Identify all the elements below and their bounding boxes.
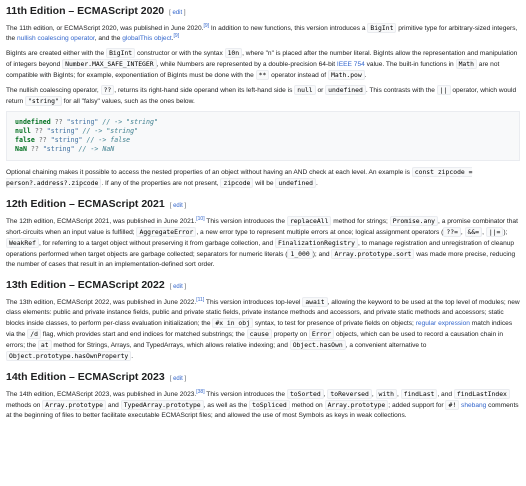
edit-section-link[interactable]: [ edit ]	[169, 376, 187, 382]
regular-expression-link[interactable]: regular expression	[415, 320, 470, 327]
inline-code: undefined	[325, 85, 366, 95]
section-heading-es2023	[6, 366, 520, 389]
inline-code: /d	[27, 329, 41, 339]
paragraph: The 12th edition, ECMAScript 2021, was published in June 2021.[10] This version introduces the replaceAll method for strings; Promise.any , a promise combinator that short-circuits when an input value is fulfilled; AggregateError , a new error type to represent multiple errors at once; logical assignment operators ( ??= , &&= , ||= ); WeakRef , for referring to a target object without preserving it from garbage collection, and FinalizationRegistry , to manage registration and unregistration of cleanup operations performed when target objects are garbage collected; separators for numeric literals ( 1_000 ); and Array.prototype.sort was made more precise, reducing the number of cases that result in an implementation-defined sort order.	[6, 215, 518, 268]
inline-code: await	[302, 297, 327, 307]
inline-code: findLastIndex	[454, 389, 510, 399]
inline-code: #!	[445, 400, 459, 410]
inline-code: cause	[247, 329, 272, 339]
paragraph: The nullish coalescing operator, ?? , returns its right-hand side operand when its left-hand side is null or undefined . This contrasts with the || operator, which would return "string" for all "falsy" values, such as the ones below.	[6, 86, 517, 105]
inline-code: null	[294, 85, 315, 95]
inline-code: undefined	[275, 178, 316, 188]
inline-code: toSorted	[287, 389, 324, 399]
section-title: 13th Edition – ECMAScript 2022	[6, 279, 165, 291]
inline-code: &&=	[465, 227, 483, 237]
inline-code: replaceAll	[287, 216, 331, 226]
nullish-coalescing-link[interactable]: nullish coalescing operator	[17, 35, 95, 42]
inline-code: "string"	[25, 96, 62, 106]
edit-section-link[interactable]: [ edit ]	[169, 10, 186, 16]
edit-link[interactable]: edit	[173, 376, 183, 382]
inline-code: Math	[456, 59, 477, 69]
code-line: null ?? "string" // -> "string"	[15, 127, 139, 135]
citation-ref[interactable]: [10]	[196, 215, 205, 222]
inline-code: #x in obj	[212, 318, 253, 328]
inline-code: ||	[437, 85, 451, 95]
paragraph: BigInts are created either with the BigInt constructor or with the syntax 10n , where "n" is placed after the number literal. BigInts allow the representation and manipulation of integers beyond Number.MAX_SAFE_INTEGER , while Numbers are represented by a double-precision 64-bit IEEE 754 value. The built-in functions in Math are not compatible with BigInts; for example, exponentiation of BigInts must be done with the ** operator instead of Math.pow .	[6, 49, 518, 79]
citation-ref[interactable]: [11]	[196, 296, 205, 303]
citation-ref[interactable]: [9]	[173, 32, 180, 39]
inline-code: ??	[101, 85, 115, 95]
inline-code: ||=	[486, 227, 504, 237]
inline-code: Array.prototype	[42, 400, 106, 410]
inline-code: 10n	[225, 48, 243, 58]
edit-link[interactable]: edit	[173, 284, 183, 290]
inline-code: findLast	[401, 389, 438, 399]
inline-code: Error	[309, 329, 334, 339]
edit-link[interactable]: edit	[172, 10, 183, 16]
inline-code: TypedArray.prototype	[121, 400, 204, 410]
edit-section-link[interactable]: [ edit ]	[169, 284, 187, 290]
inline-code: zipcode	[220, 178, 253, 188]
inline-code: Array.prototype.sort	[331, 249, 414, 259]
inline-code: with	[376, 389, 397, 399]
citation-ref[interactable]: [9]	[203, 22, 210, 29]
code-line: NaN ?? "string" // -> NaN	[15, 145, 115, 153]
inline-code: Object.prototype.hasOwnProperty	[6, 351, 131, 361]
paragraph: The 11th edition, or ECMAScript 2020, was published in June 2020.[9] In addition to new functions, this version introduces a BigInt primitive type for arbitrary-sized integers, the nullish coalescing operator, and the globalThis object.[9]	[6, 22, 518, 42]
section-heading-es2021	[6, 193, 520, 216]
inline-code: Object.hasOwn	[290, 340, 346, 350]
section-title: 14th Edition – ECMAScript 2023	[6, 371, 165, 383]
paragraph: The 14th edition, ECMAScript 2023, was published in June 2023.[38] This version introduces the toSorted , toReversed , with , findLast , and findLastIndex methods on Array.prototype and TypedArray.prototype , as well as the toSpliced method on Array.prototype ; added support for #! shebang comments at the beginning of files to better facilitate executable ECMAScript files; and allowed the use of most Symbols as keys in weak collections.	[6, 388, 519, 419]
inline-code: FinalizationRegistry	[275, 238, 358, 248]
globalthis-link[interactable]: globalThis object	[122, 35, 172, 42]
paragraph: The 13th edition, ECMAScript 2022, was published in June 2022.[11] This version introduces top-level await , allowing the keyword to be used at the top level of modules; new class elements: public and private instance fields, public and private static fields, private instance methods and accessors, and private static methods and accessors; static blocks inside classes, to perform per-class evaluation initialization; the #x in obj syntax, to test for presence of private fields on objects; regular expression match indices via the /d flag, which provides start and end indices for matched substrings; the cause property on Error objects, which can be used to record a causation chain in errors; the at method for Strings, Arrays, and TypedArrays, which allows relative indexing; and Object.hasOwn , a convenient alternative to Object.prototype.hasOwnProperty .	[6, 296, 520, 360]
inline-code: toSpliced	[249, 400, 290, 410]
section-title: 12th Edition – ECMAScript 2021	[6, 198, 165, 210]
inline-code: ??=	[443, 227, 461, 237]
section-heading-es2020	[6, 0, 520, 23]
inline-code: WeakRef	[6, 238, 39, 248]
edit-link[interactable]: edit	[173, 203, 183, 209]
inline-code: AggregateError	[136, 227, 196, 237]
inline-code: BigInt	[106, 48, 135, 58]
code-block	[6, 111, 520, 161]
code-line: false ?? "string" // -> false	[15, 136, 131, 144]
paragraph: Optional chaining makes it possible to access the nested properties of an object without having an AND check at each level. An example is const zipcode = person?.address?.zipcode . If any of the properties are not present, zipcode will be undefined .	[6, 168, 473, 187]
code-line: undefined ?? "string" // -> "string"	[15, 118, 158, 126]
citation-ref[interactable]: [38]	[196, 388, 205, 395]
section-heading-es2022	[6, 274, 520, 297]
inline-code: Promise.any	[390, 216, 438, 226]
shebang-link[interactable]: shebang	[461, 402, 487, 409]
inline-code: Math.pow	[328, 70, 365, 80]
inline-code: const zipcode = person?.address?.zipcode	[6, 168, 473, 187]
inline-code: toReversed	[327, 389, 371, 399]
inline-code: Number.MAX_SAFE_INTEGER	[62, 59, 157, 69]
inline-code: Array.prototype	[325, 400, 389, 410]
ieee-754-link[interactable]: IEEE 754	[336, 61, 365, 68]
inline-code: BigInt	[367, 23, 396, 33]
inline-code: at	[38, 340, 52, 350]
inline-code: 1_000	[287, 249, 312, 259]
inline-code: **	[256, 70, 270, 80]
edit-section-link[interactable]: [ edit ]	[169, 203, 187, 209]
section-title: 11th Edition – ECMAScript 2020	[6, 5, 165, 17]
